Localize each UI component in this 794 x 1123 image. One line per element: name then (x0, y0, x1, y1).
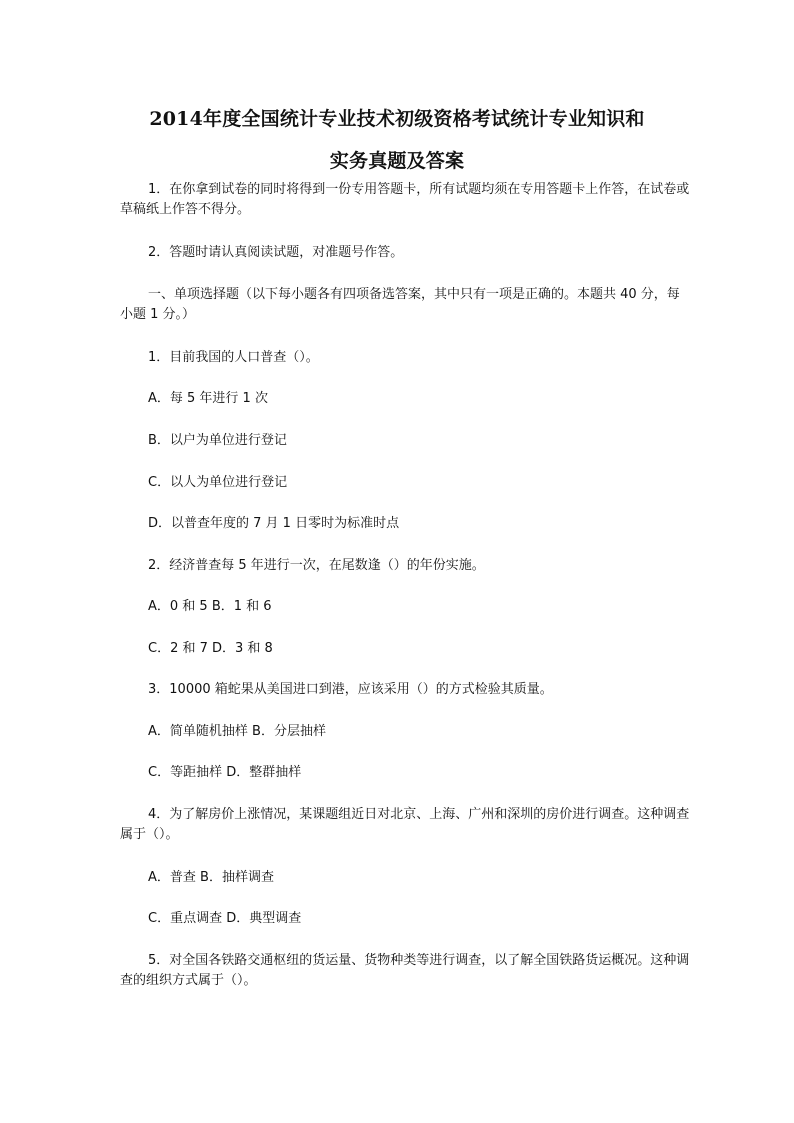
question-1: 1．目前我国的人口普查（）。 (148, 350, 319, 365)
question-1-option-d: D．以普查年度的 7 月 1 日零时为标准时点 (148, 516, 400, 531)
question-4-options-ab: A．普查 B．抽样调查 (148, 870, 274, 885)
document-title-line-2: 实务真题及答案 (329, 150, 465, 172)
question-1-option-b: B．以户为单位进行登记 (148, 433, 287, 448)
question-1-option-a: A．每 5 年进行 1 次 (148, 391, 268, 406)
question-1-option-c: C．以人为单位进行登记 (148, 475, 288, 490)
question-4: 4．为了解房价上涨情况，某课题组近日对北京、上海、广州和深圳的房价进行调查。这种调查属于（）。 (120, 807, 690, 842)
instruction-1: 1．在你拿到试卷的同时将得到一份专用答题卡，所有试题均须在专用答题卡上作答，在试卷或草稿纸上作答不得分。 (120, 182, 690, 217)
question-2-options-cd: C．2 和 7 D．3 和 8 (148, 641, 273, 656)
question-2-options-ab: A．0 和 5 B．1 和 6 (148, 599, 272, 614)
question-3: 3．10000 箱蛇果从美国进口到港，应该采用（）的方式检验其质量。 (148, 682, 553, 697)
section-heading-single-choice: 一、单项选择题（以下每小题各有四项备选答案，其中只有一项是正确的。本题共 40 分，每小题 1 分。） (120, 287, 680, 322)
document-title-line-1: 2014年度全国统计专业技术初级资格考试统计专业知识和 (149, 108, 645, 130)
question-3-options-cd: C．等距抽样 D．整群抽样 (148, 765, 302, 780)
instruction-2: 2．答题时请认真阅读试题，对准题号作答。 (148, 245, 404, 260)
question-3-options-ab: A．简单随机抽样 B．分层抽样 (148, 724, 326, 739)
question-2: 2．经济普查每 5 年进行一次，在尾数逢（）的年份实施。 (148, 558, 485, 573)
question-4-options-cd: C．重点调查 D．典型调查 (148, 911, 302, 926)
question-5: 5．对全国各铁路交通枢纽的货运量、货物种类等进行调查，以了解全国铁路货运概况。这种调查的组织方式属于（）。 (120, 953, 690, 988)
